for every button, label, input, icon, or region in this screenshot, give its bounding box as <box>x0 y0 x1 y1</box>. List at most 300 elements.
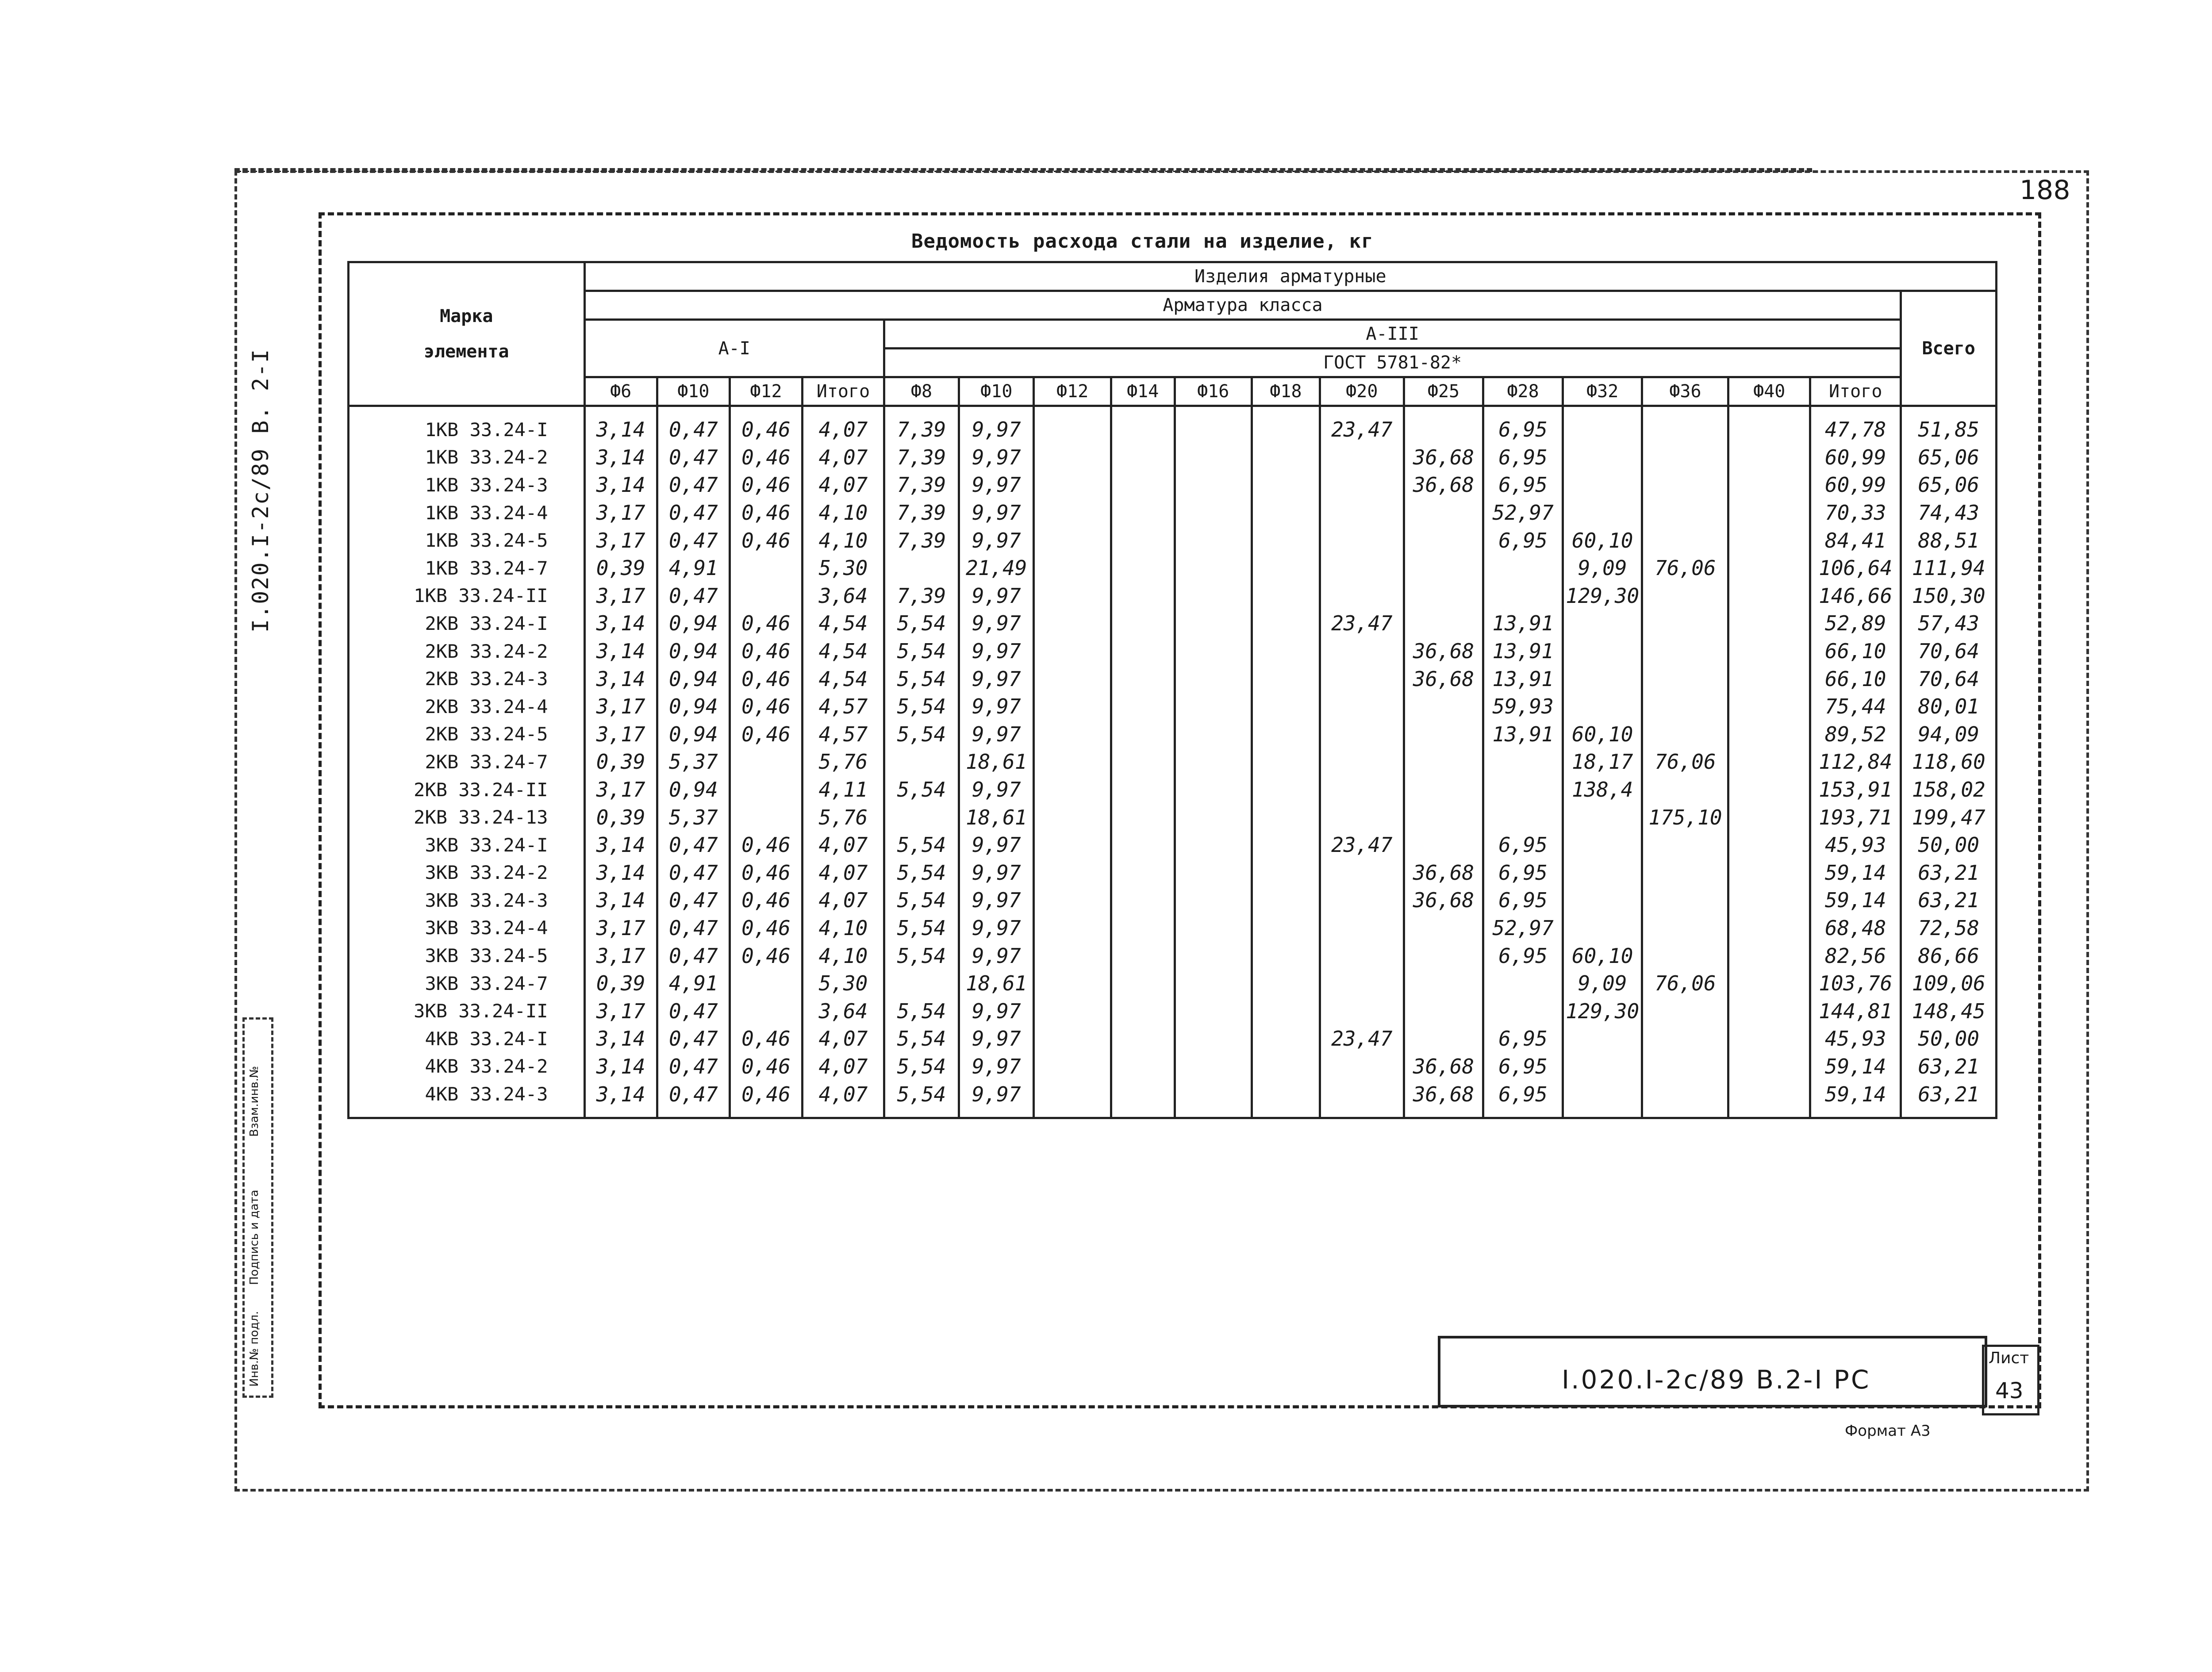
value-cell <box>1175 831 1252 859</box>
value-cell <box>1320 499 1404 527</box>
value-cell: 0,47 <box>657 831 730 859</box>
value-cell: 36,68 <box>1404 471 1483 499</box>
value-cell <box>1728 637 1810 665</box>
value-cell <box>1563 1053 1642 1081</box>
value-cell <box>1642 721 1728 748</box>
table-row <box>349 499 1997 527</box>
col-header-a3-7: Ф25 <box>1404 377 1483 406</box>
value-cell: 9,97 <box>959 776 1034 804</box>
value-cell: 70,64 <box>1901 637 1997 665</box>
value-cell: 3,17 <box>584 499 657 527</box>
value-cell: 59,14 <box>1810 1053 1901 1081</box>
value-cell: 4,91 <box>657 554 730 582</box>
value-cell <box>1034 637 1111 665</box>
value-cell: 3,17 <box>584 582 657 610</box>
value-cell <box>1404 776 1483 804</box>
value-cell: 9,09 <box>1563 554 1642 582</box>
value-cell <box>1175 914 1252 942</box>
value-cell: 0,46 <box>730 471 802 499</box>
value-cell: 3,17 <box>584 914 657 942</box>
row-mark-cell: 2КВ 33.24-2 <box>349 637 585 665</box>
value-cell: 9,97 <box>959 693 1034 721</box>
value-cell: 52,97 <box>1483 499 1563 527</box>
value-cell <box>1175 1080 1252 1118</box>
value-cell: 18,61 <box>959 748 1034 776</box>
row-mark-cell: 1КВ 33.24-5 <box>349 526 585 554</box>
value-cell: 0,94 <box>657 665 730 693</box>
value-cell: 158,02 <box>1901 776 1997 804</box>
value-cell <box>1728 406 1810 444</box>
value-cell: 5,76 <box>803 748 884 776</box>
row-mark-cell: 3КВ 33.24-7 <box>349 970 585 997</box>
value-cell: 9,97 <box>959 637 1034 665</box>
value-cell: 0,46 <box>730 526 802 554</box>
value-cell <box>1563 859 1642 887</box>
value-cell <box>1404 554 1483 582</box>
value-cell <box>1175 721 1252 748</box>
value-cell: 3,14 <box>584 665 657 693</box>
value-cell <box>1320 582 1404 610</box>
value-cell <box>1252 859 1320 887</box>
col-header-a3-0: Ф8 <box>884 377 959 406</box>
value-cell: 9,97 <box>959 886 1034 914</box>
value-cell: 3,14 <box>584 406 657 444</box>
value-cell: 9,97 <box>959 471 1034 499</box>
value-cell <box>1404 803 1483 831</box>
a1-header: А-I <box>584 320 884 377</box>
value-cell: 0,39 <box>584 748 657 776</box>
value-cell: 9,97 <box>959 721 1034 748</box>
value-cell: 6,95 <box>1483 1025 1563 1053</box>
value-cell: 63,21 <box>1901 1080 1997 1118</box>
value-cell: 3,17 <box>584 693 657 721</box>
value-cell: 3,14 <box>584 1080 657 1118</box>
table-row <box>349 886 1997 914</box>
value-cell <box>1175 637 1252 665</box>
value-cell: 18,17 <box>1563 748 1642 776</box>
value-cell: 5,54 <box>884 776 959 804</box>
value-cell <box>1034 1080 1111 1118</box>
table-row <box>349 554 1997 582</box>
value-cell <box>1642 1080 1728 1118</box>
value-cell: 3,14 <box>584 610 657 637</box>
value-cell <box>730 970 802 997</box>
value-cell <box>1563 665 1642 693</box>
value-cell <box>1404 1025 1483 1053</box>
row-mark-cell: 2КВ 33.24-I <box>349 610 585 637</box>
class-header: Арматура класса <box>584 291 1901 320</box>
value-cell: 0,46 <box>730 886 802 914</box>
value-cell <box>1642 1053 1728 1081</box>
row-mark-cell: 2КВ 33.24-4 <box>349 693 585 721</box>
col-header-a3-9: Ф32 <box>1563 377 1642 406</box>
value-cell <box>1111 914 1175 942</box>
value-cell <box>1320 970 1404 997</box>
value-cell: 13,91 <box>1483 665 1563 693</box>
value-cell <box>1175 499 1252 527</box>
value-cell <box>1252 499 1320 527</box>
value-cell: 60,10 <box>1563 942 1642 970</box>
value-cell: 76,06 <box>1642 970 1728 997</box>
value-cell: 103,76 <box>1810 970 1901 997</box>
value-cell <box>1563 471 1642 499</box>
value-cell <box>1728 693 1810 721</box>
value-cell <box>1728 721 1810 748</box>
value-cell: 3,17 <box>584 721 657 748</box>
sheet-number: 43 <box>1995 1378 2024 1404</box>
table-body <box>349 406 1997 1118</box>
value-cell: 0,47 <box>657 582 730 610</box>
value-cell: 6,95 <box>1483 831 1563 859</box>
value-cell: 36,68 <box>1404 665 1483 693</box>
value-cell <box>1563 637 1642 665</box>
value-cell <box>1175 748 1252 776</box>
value-cell <box>1483 748 1563 776</box>
value-cell <box>1034 721 1111 748</box>
value-cell: 4,54 <box>803 665 884 693</box>
table-row <box>349 406 1997 444</box>
value-cell: 3,17 <box>584 942 657 970</box>
value-cell <box>730 803 802 831</box>
value-cell <box>1320 776 1404 804</box>
value-cell <box>1728 499 1810 527</box>
value-cell: 36,68 <box>1404 637 1483 665</box>
value-cell: 4,10 <box>803 942 884 970</box>
value-cell: 4,07 <box>803 886 884 914</box>
value-cell: 0,46 <box>730 693 802 721</box>
col-header-a3-6: Ф20 <box>1320 377 1404 406</box>
value-cell: 9,97 <box>959 499 1034 527</box>
value-cell <box>1111 637 1175 665</box>
value-cell: 23,47 <box>1320 831 1404 859</box>
value-cell: 6,95 <box>1483 444 1563 472</box>
value-cell <box>884 554 959 582</box>
value-cell <box>1252 471 1320 499</box>
table-row <box>349 526 1997 554</box>
value-cell <box>1111 444 1175 472</box>
value-cell <box>1404 582 1483 610</box>
row-mark-cell: 2КВ 33.24-3 <box>349 665 585 693</box>
value-cell: 63,21 <box>1901 859 1997 887</box>
value-cell <box>730 582 802 610</box>
value-cell: 3,14 <box>584 471 657 499</box>
col-header-a3-5: Ф18 <box>1252 377 1320 406</box>
value-cell <box>1252 997 1320 1025</box>
value-cell: 0,47 <box>657 471 730 499</box>
value-cell: 5,30 <box>803 554 884 582</box>
value-cell <box>1483 582 1563 610</box>
value-cell: 118,60 <box>1901 748 1997 776</box>
value-cell: 5,54 <box>884 914 959 942</box>
value-cell: 3,64 <box>803 582 884 610</box>
value-cell <box>1483 776 1563 804</box>
value-cell <box>1252 886 1320 914</box>
value-cell <box>1034 886 1111 914</box>
value-cell: 0,46 <box>730 1025 802 1053</box>
value-cell: 4,07 <box>803 831 884 859</box>
value-cell: 148,45 <box>1901 997 1997 1025</box>
value-cell <box>1175 942 1252 970</box>
value-cell <box>1111 693 1175 721</box>
value-cell: 9,97 <box>959 914 1034 942</box>
col-header-a3-1: Ф10 <box>959 377 1034 406</box>
value-cell <box>1111 610 1175 637</box>
value-cell <box>1642 859 1728 887</box>
value-cell: 111,94 <box>1901 554 1997 582</box>
steel-consumption-table <box>347 261 1997 1119</box>
row-mark-cell: 1КВ 33.24-3 <box>349 471 585 499</box>
value-cell <box>1642 471 1728 499</box>
value-cell <box>1728 665 1810 693</box>
value-cell <box>1642 831 1728 859</box>
value-cell <box>1175 693 1252 721</box>
value-cell <box>1563 499 1642 527</box>
row-mark-cell: 1КВ 33.24-2 <box>349 444 585 472</box>
value-cell <box>1320 471 1404 499</box>
value-cell <box>1034 526 1111 554</box>
table-row <box>349 721 1997 748</box>
value-cell: 60,10 <box>1563 526 1642 554</box>
value-cell: 13,91 <box>1483 721 1563 748</box>
value-cell <box>1642 914 1728 942</box>
value-cell: 199,47 <box>1901 803 1997 831</box>
value-cell: 59,93 <box>1483 693 1563 721</box>
value-cell <box>1111 970 1175 997</box>
value-cell <box>884 970 959 997</box>
value-cell: 0,47 <box>657 997 730 1025</box>
value-cell <box>1728 1025 1810 1053</box>
value-cell: 109,06 <box>1901 970 1997 997</box>
value-cell <box>1111 1080 1175 1118</box>
table-row <box>349 610 1997 637</box>
value-cell: 5,54 <box>884 942 959 970</box>
value-cell <box>884 803 959 831</box>
value-cell <box>1175 1053 1252 1081</box>
col-header-a1-3: Итого <box>803 377 884 406</box>
value-cell <box>1642 1025 1728 1053</box>
row-mark-cell: 2КВ 33.24-II <box>349 776 585 804</box>
value-cell: 144,81 <box>1810 997 1901 1025</box>
value-cell <box>1563 610 1642 637</box>
value-cell: 6,95 <box>1483 406 1563 444</box>
value-cell <box>1252 970 1320 997</box>
value-cell: 50,00 <box>1901 1025 1997 1053</box>
value-cell: 59,14 <box>1810 886 1901 914</box>
value-cell: 129,30 <box>1563 997 1642 1025</box>
col-header-a1-1: Ф10 <box>657 377 730 406</box>
value-cell: 72,58 <box>1901 914 1997 942</box>
value-cell: 3,64 <box>803 997 884 1025</box>
value-cell: 23,47 <box>1320 1025 1404 1053</box>
table-row <box>349 942 1997 970</box>
value-cell <box>1728 776 1810 804</box>
value-cell: 0,94 <box>657 776 730 804</box>
value-cell <box>1111 776 1175 804</box>
value-cell: 3,14 <box>584 1025 657 1053</box>
value-cell <box>1728 610 1810 637</box>
value-cell <box>1175 859 1252 887</box>
value-cell: 60,99 <box>1810 471 1901 499</box>
value-cell: 7,39 <box>884 444 959 472</box>
value-cell: 7,39 <box>884 471 959 499</box>
value-cell <box>1111 859 1175 887</box>
value-cell <box>730 776 802 804</box>
value-cell: 0,46 <box>730 1080 802 1118</box>
value-cell: 4,54 <box>803 610 884 637</box>
value-cell: 5,54 <box>884 1025 959 1053</box>
value-cell <box>1034 859 1111 887</box>
value-cell <box>1252 942 1320 970</box>
value-cell: 0,46 <box>730 499 802 527</box>
value-cell <box>1034 748 1111 776</box>
value-cell: 0,94 <box>657 693 730 721</box>
value-cell <box>1320 1053 1404 1081</box>
value-cell: 5,37 <box>657 748 730 776</box>
value-cell: 5,37 <box>657 803 730 831</box>
value-cell: 5,54 <box>884 886 959 914</box>
table-row <box>349 748 1997 776</box>
value-cell <box>1483 997 1563 1025</box>
col-header-a3-2: Ф12 <box>1034 377 1111 406</box>
value-cell: 0,94 <box>657 637 730 665</box>
value-cell <box>1175 1025 1252 1053</box>
value-cell <box>1252 693 1320 721</box>
value-cell <box>1034 831 1111 859</box>
value-cell <box>1034 582 1111 610</box>
value-cell <box>1404 721 1483 748</box>
value-cell <box>1642 444 1728 472</box>
row-mark-cell: 3КВ 33.24-4 <box>349 914 585 942</box>
value-cell <box>1034 1025 1111 1053</box>
value-cell <box>1175 471 1252 499</box>
table-row <box>349 831 1997 859</box>
value-cell: 36,68 <box>1404 859 1483 887</box>
value-cell <box>1111 471 1175 499</box>
value-cell <box>1642 526 1728 554</box>
value-cell <box>1642 499 1728 527</box>
value-cell: 0,46 <box>730 637 802 665</box>
table-title: Ведомость расхода стали на изделие, кг <box>911 230 1374 253</box>
value-cell: 36,68 <box>1404 1080 1483 1118</box>
value-cell: 0,47 <box>657 942 730 970</box>
row-mark-cell: 3КВ 33.24-II <box>349 997 585 1025</box>
col-header-a3-12: Итого <box>1810 377 1901 406</box>
value-cell <box>730 997 802 1025</box>
value-cell <box>1320 693 1404 721</box>
value-cell: 89,52 <box>1810 721 1901 748</box>
value-cell <box>1642 693 1728 721</box>
value-cell <box>1175 444 1252 472</box>
value-cell: 60,10 <box>1563 721 1642 748</box>
row-mark-cell: 4КВ 33.24-2 <box>349 1053 585 1081</box>
value-cell: 70,64 <box>1901 665 1997 693</box>
value-cell <box>1642 776 1728 804</box>
table-row <box>349 803 1997 831</box>
col-header-a3-3: Ф14 <box>1111 377 1175 406</box>
value-cell: 193,71 <box>1810 803 1901 831</box>
value-cell: 4,07 <box>803 859 884 887</box>
value-cell: 21,49 <box>959 554 1034 582</box>
value-cell: 0,47 <box>657 526 730 554</box>
value-cell <box>1034 693 1111 721</box>
value-cell: 45,93 <box>1810 831 1901 859</box>
value-cell: 4,10 <box>803 526 884 554</box>
value-cell <box>1175 997 1252 1025</box>
value-cell: 82,56 <box>1810 942 1901 970</box>
col-header-a3-11: Ф40 <box>1728 377 1810 406</box>
value-cell: 6,95 <box>1483 886 1563 914</box>
value-cell: 60,99 <box>1810 444 1901 472</box>
value-cell: 3,17 <box>584 997 657 1025</box>
value-cell: 175,10 <box>1642 803 1728 831</box>
value-cell <box>1111 499 1175 527</box>
value-cell <box>730 748 802 776</box>
value-cell: 0,94 <box>657 721 730 748</box>
value-cell <box>1175 406 1252 444</box>
value-cell: 52,89 <box>1810 610 1901 637</box>
value-cell <box>1252 526 1320 554</box>
value-cell <box>1642 610 1728 637</box>
value-cell: 150,30 <box>1901 582 1997 610</box>
value-cell: 84,41 <box>1810 526 1901 554</box>
value-cell: 9,97 <box>959 665 1034 693</box>
value-cell <box>1111 526 1175 554</box>
value-cell: 5,54 <box>884 997 959 1025</box>
value-cell <box>1728 803 1810 831</box>
value-cell: 80,01 <box>1901 693 1997 721</box>
value-cell: 4,07 <box>803 1053 884 1081</box>
value-cell <box>1728 914 1810 942</box>
row-mark-cell: 3КВ 33.24-3 <box>349 886 585 914</box>
value-cell <box>1404 499 1483 527</box>
value-cell: 3,14 <box>584 859 657 887</box>
value-cell <box>1034 914 1111 942</box>
value-cell <box>1320 554 1404 582</box>
row-mark-cell: 1КВ 33.24-II <box>349 582 585 610</box>
value-cell <box>1111 1053 1175 1081</box>
value-cell: 4,54 <box>803 637 884 665</box>
value-cell <box>1483 554 1563 582</box>
value-cell: 9,97 <box>959 831 1034 859</box>
col-header-a1-0: Ф6 <box>584 377 657 406</box>
value-cell: 3,14 <box>584 886 657 914</box>
value-cell <box>1728 970 1810 997</box>
gost-header: ГОСТ 5781-82* <box>884 349 1901 377</box>
value-cell: 23,47 <box>1320 610 1404 637</box>
value-cell <box>1642 406 1728 444</box>
value-cell <box>1642 637 1728 665</box>
value-cell: 6,95 <box>1483 1080 1563 1118</box>
row-mark-cell: 3КВ 33.24-5 <box>349 942 585 970</box>
value-cell <box>1252 721 1320 748</box>
value-cell: 76,06 <box>1642 748 1728 776</box>
value-cell <box>1111 1025 1175 1053</box>
vertical-doc-code-text: I.020.I-2с/89 В. 2-I <box>248 348 273 633</box>
value-cell: 9,97 <box>959 444 1034 472</box>
value-cell: 138,4 <box>1563 776 1642 804</box>
value-cell: 0,46 <box>730 721 802 748</box>
value-cell <box>884 748 959 776</box>
value-cell <box>1404 942 1483 970</box>
value-cell <box>1483 803 1563 831</box>
value-cell <box>1175 665 1252 693</box>
value-cell <box>1404 748 1483 776</box>
value-cell: 4,07 <box>803 406 884 444</box>
value-cell: 0,46 <box>730 859 802 887</box>
value-cell: 94,09 <box>1901 721 1997 748</box>
value-cell: 106,64 <box>1810 554 1901 582</box>
value-cell <box>730 554 802 582</box>
